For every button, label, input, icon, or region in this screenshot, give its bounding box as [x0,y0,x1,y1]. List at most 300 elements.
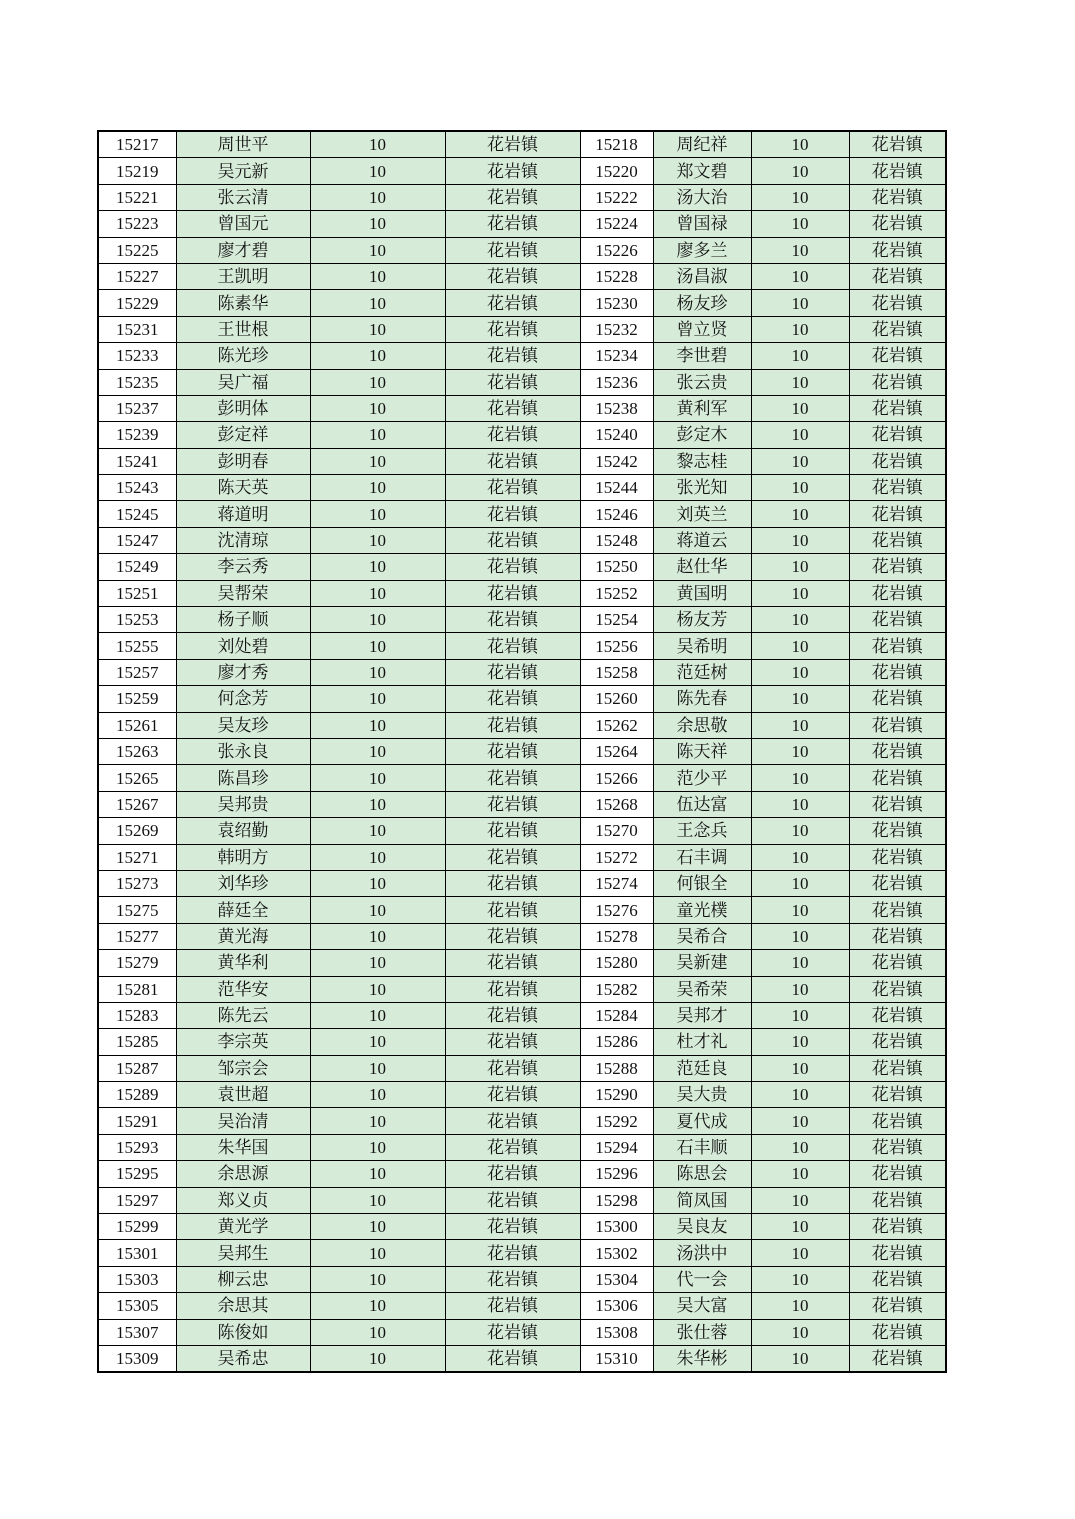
cell-town: 花岩镇 [445,237,580,263]
cell-town: 花岩镇 [445,844,580,870]
cell-id: 15282 [580,976,653,1002]
cell-amount: 10 [310,395,445,421]
table-row [98,316,946,342]
cell-town: 花岩镇 [445,184,580,210]
cell-name: 吴帮荣 [176,580,310,606]
cell-name: 陈光珍 [176,343,310,369]
cell-name: 石丰调 [653,844,751,870]
cell-id: 15251 [98,580,176,606]
cell-name: 吴友珍 [176,712,310,738]
cell-name: 吴大富 [653,1293,751,1319]
cell-name: 李宗英 [176,1029,310,1055]
cell-name: 周世平 [176,131,310,158]
table-row [98,501,946,527]
cell-id: 15302 [580,1240,653,1266]
table-row [98,712,946,738]
cell-amount: 10 [310,844,445,870]
cell-name: 夏代成 [653,1108,751,1134]
cell-name: 范华安 [176,976,310,1002]
cell-town: 花岩镇 [445,791,580,817]
cell-town: 花岩镇 [445,765,580,791]
cell-id: 15220 [580,158,653,184]
cell-id: 15222 [580,184,653,210]
cell-id: 15301 [98,1240,176,1266]
cell-amount: 10 [751,659,849,685]
cell-id: 15231 [98,316,176,342]
cell-name: 吴希荣 [653,976,751,1002]
table-row [98,1293,946,1319]
cell-name: 王凯明 [176,263,310,289]
cell-town: 花岩镇 [849,1187,946,1213]
cell-town: 花岩镇 [849,1266,946,1292]
cell-town: 花岩镇 [849,870,946,896]
cell-amount: 10 [751,844,849,870]
cell-amount: 10 [310,818,445,844]
cell-name: 彭明体 [176,395,310,421]
table-row [98,897,946,923]
cell-amount: 10 [310,765,445,791]
cell-amount: 10 [751,633,849,659]
cell-amount: 10 [310,1319,445,1345]
cell-id: 15228 [580,263,653,289]
cell-name: 陈昌珍 [176,765,310,791]
cell-amount: 10 [310,343,445,369]
cell-town: 花岩镇 [849,475,946,501]
cell-name: 薛廷全 [176,897,310,923]
cell-amount: 10 [751,897,849,923]
cell-amount: 10 [751,712,849,738]
cell-amount: 10 [751,211,849,237]
cell-id: 15284 [580,1002,653,1028]
cell-id: 15279 [98,950,176,976]
cell-town: 花岩镇 [445,1214,580,1240]
cell-name: 曾国禄 [653,211,751,237]
cell-town: 花岩镇 [445,369,580,395]
cell-town: 花岩镇 [849,1293,946,1319]
cell-amount: 10 [310,369,445,395]
cell-name: 石丰顺 [653,1134,751,1160]
cell-town: 花岩镇 [849,923,946,949]
cell-id: 15240 [580,422,653,448]
cell-name: 朱华彬 [653,1345,751,1372]
cell-name: 范少平 [653,765,751,791]
cell-amount: 10 [310,1134,445,1160]
cell-name: 吴良友 [653,1214,751,1240]
cell-amount: 10 [310,712,445,738]
cell-id: 15260 [580,686,653,712]
cell-amount: 10 [751,686,849,712]
cell-amount: 10 [310,580,445,606]
cell-name: 黄华利 [176,950,310,976]
cell-name: 吴元新 [176,158,310,184]
table-row [98,1319,946,1345]
cell-amount: 10 [751,184,849,210]
cell-id: 15290 [580,1082,653,1108]
cell-name: 黄国明 [653,580,751,606]
cell-name: 陈俊如 [176,1319,310,1345]
cell-amount: 10 [310,501,445,527]
cell-id: 15263 [98,738,176,764]
cell-town: 花岩镇 [849,844,946,870]
table-row [98,659,946,685]
cell-town: 花岩镇 [849,158,946,184]
cell-town: 花岩镇 [445,1293,580,1319]
table-row [98,765,946,791]
cell-id: 15246 [580,501,653,527]
cell-id: 15242 [580,448,653,474]
cell-amount: 10 [310,976,445,1002]
cell-amount: 10 [310,316,445,342]
cell-name: 杜才礼 [653,1029,751,1055]
cell-id: 15297 [98,1187,176,1213]
cell-id: 15218 [580,131,653,158]
cell-name: 吴邦贵 [176,791,310,817]
cell-amount: 10 [751,1319,849,1345]
cell-amount: 10 [751,818,849,844]
cell-id: 15236 [580,369,653,395]
cell-id: 15286 [580,1029,653,1055]
cell-id: 15292 [580,1108,653,1134]
cell-id: 15239 [98,422,176,448]
cell-amount: 10 [310,1161,445,1187]
cell-amount: 10 [310,950,445,976]
cell-id: 15244 [580,475,653,501]
cell-town: 花岩镇 [849,976,946,1002]
cell-amount: 10 [310,738,445,764]
cell-name: 陈先云 [176,1002,310,1028]
cell-town: 花岩镇 [849,580,946,606]
cell-amount: 10 [751,1108,849,1134]
cell-amount: 10 [751,369,849,395]
cell-id: 15245 [98,501,176,527]
cell-town: 花岩镇 [445,554,580,580]
cell-town: 花岩镇 [849,1082,946,1108]
cell-name: 廖多兰 [653,237,751,263]
cell-town: 花岩镇 [445,527,580,553]
cell-amount: 10 [751,1266,849,1292]
cell-amount: 10 [310,263,445,289]
cell-amount: 10 [310,659,445,685]
table-row [98,184,946,210]
cell-name: 何银全 [653,870,751,896]
cell-amount: 10 [751,1161,849,1187]
cell-id: 15227 [98,263,176,289]
cell-id: 15303 [98,1266,176,1292]
cell-name: 简凤国 [653,1187,751,1213]
cell-town: 花岩镇 [849,791,946,817]
cell-id: 15277 [98,923,176,949]
cell-amount: 10 [751,554,849,580]
cell-amount: 10 [751,1082,849,1108]
cell-name: 陈素华 [176,290,310,316]
cell-town: 花岩镇 [849,554,946,580]
cell-name: 张永良 [176,738,310,764]
cell-town: 花岩镇 [445,316,580,342]
cell-id: 15224 [580,211,653,237]
cell-id: 15272 [580,844,653,870]
cell-amount: 10 [751,448,849,474]
cell-amount: 10 [310,554,445,580]
cell-name: 赵仕华 [653,554,751,580]
cell-town: 花岩镇 [849,607,946,633]
cell-name: 韩明方 [176,844,310,870]
cell-name: 吴邦才 [653,1002,751,1028]
cell-town: 花岩镇 [849,1214,946,1240]
cell-name: 柳云忠 [176,1266,310,1292]
table-row [98,1055,946,1081]
cell-town: 花岩镇 [849,659,946,685]
cell-amount: 10 [751,1345,849,1372]
cell-town: 花岩镇 [445,1266,580,1292]
table-row [98,422,946,448]
cell-town: 花岩镇 [849,897,946,923]
cell-id: 15289 [98,1082,176,1108]
cell-name: 陈思会 [653,1161,751,1187]
table-row [98,686,946,712]
cell-id: 15255 [98,633,176,659]
cell-town: 花岩镇 [849,1002,946,1028]
table-row [98,263,946,289]
cell-name: 吴希明 [653,633,751,659]
cell-amount: 10 [751,1002,849,1028]
table-row [98,1002,946,1028]
table-row [98,448,946,474]
table-row [98,870,946,896]
cell-town: 花岩镇 [445,290,580,316]
cell-name: 余思敬 [653,712,751,738]
cell-amount: 10 [751,263,849,289]
cell-id: 15273 [98,870,176,896]
cell-name: 彭明春 [176,448,310,474]
cell-town: 花岩镇 [445,897,580,923]
cell-town: 花岩镇 [849,343,946,369]
cell-name: 李云秀 [176,554,310,580]
cell-id: 15308 [580,1319,653,1345]
cell-town: 花岩镇 [445,448,580,474]
table-row [98,158,946,184]
roster-table [97,130,947,1373]
cell-id: 15310 [580,1345,653,1372]
cell-id: 15261 [98,712,176,738]
cell-amount: 10 [310,1108,445,1134]
cell-amount: 10 [751,1240,849,1266]
cell-town: 花岩镇 [849,527,946,553]
cell-amount: 10 [310,1002,445,1028]
table-row [98,527,946,553]
cell-town: 花岩镇 [849,1108,946,1134]
cell-amount: 10 [310,448,445,474]
table-row [98,1345,946,1372]
table-row [98,818,946,844]
cell-name: 蒋道云 [653,527,751,553]
cell-id: 15248 [580,527,653,553]
cell-name: 杨子顺 [176,607,310,633]
table-row [98,738,946,764]
cell-town: 花岩镇 [849,765,946,791]
cell-name: 余思其 [176,1293,310,1319]
cell-town: 花岩镇 [849,633,946,659]
table-row [98,1240,946,1266]
cell-town: 花岩镇 [445,1345,580,1372]
cell-town: 花岩镇 [445,712,580,738]
cell-town: 花岩镇 [445,1055,580,1081]
table-row [98,211,946,237]
cell-name: 郑文碧 [653,158,751,184]
table-row [98,791,946,817]
cell-town: 花岩镇 [849,422,946,448]
cell-town: 花岩镇 [849,712,946,738]
cell-amount: 10 [310,1240,445,1266]
cell-name: 杨友芳 [653,607,751,633]
cell-amount: 10 [751,422,849,448]
cell-id: 15254 [580,607,653,633]
cell-name: 李世碧 [653,343,751,369]
cell-name: 廖才碧 [176,237,310,263]
cell-id: 15259 [98,686,176,712]
cell-name: 范廷良 [653,1055,751,1081]
cell-id: 15219 [98,158,176,184]
table-row [98,237,946,263]
cell-id: 15257 [98,659,176,685]
cell-name: 吴邦生 [176,1240,310,1266]
cell-amount: 10 [310,290,445,316]
table-row [98,1214,946,1240]
cell-id: 15283 [98,1002,176,1028]
cell-id: 15276 [580,897,653,923]
table-row [98,395,946,421]
cell-id: 15264 [580,738,653,764]
cell-town: 花岩镇 [445,1134,580,1160]
cell-amount: 10 [751,1214,849,1240]
cell-town: 花岩镇 [849,1029,946,1055]
cell-town: 花岩镇 [849,131,946,158]
cell-amount: 10 [310,158,445,184]
cell-town: 花岩镇 [445,580,580,606]
cell-name: 刘处碧 [176,633,310,659]
cell-town: 花岩镇 [849,1240,946,1266]
cell-id: 15226 [580,237,653,263]
cell-id: 15269 [98,818,176,844]
cell-amount: 10 [310,607,445,633]
cell-name: 蒋道明 [176,501,310,527]
cell-amount: 10 [751,1134,849,1160]
cell-town: 花岩镇 [445,211,580,237]
cell-town: 花岩镇 [849,1345,946,1372]
cell-name: 代一会 [653,1266,751,1292]
cell-amount: 10 [310,184,445,210]
cell-town: 花岩镇 [849,950,946,976]
cell-amount: 10 [310,1029,445,1055]
cell-name: 周纪祥 [653,131,751,158]
cell-town: 花岩镇 [445,501,580,527]
cell-id: 15230 [580,290,653,316]
cell-id: 15309 [98,1345,176,1372]
cell-amount: 10 [310,633,445,659]
cell-name: 黄光海 [176,923,310,949]
cell-amount: 10 [751,738,849,764]
cell-town: 花岩镇 [445,950,580,976]
cell-name: 吴希合 [653,923,751,949]
cell-id: 15249 [98,554,176,580]
cell-town: 花岩镇 [445,1002,580,1028]
cell-id: 15252 [580,580,653,606]
cell-town: 花岩镇 [849,263,946,289]
table-row [98,1161,946,1187]
cell-town: 花岩镇 [445,1319,580,1345]
cell-name: 童光樸 [653,897,751,923]
cell-amount: 10 [751,870,849,896]
cell-town: 花岩镇 [849,818,946,844]
cell-name: 陈天祥 [653,738,751,764]
cell-name: 张云清 [176,184,310,210]
cell-name: 刘英兰 [653,501,751,527]
cell-name: 余思源 [176,1161,310,1187]
cell-name: 吴广福 [176,369,310,395]
cell-name: 吴大贵 [653,1082,751,1108]
table-row [98,950,946,976]
cell-name: 王世根 [176,316,310,342]
cell-amount: 10 [751,1293,849,1319]
cell-amount: 10 [751,791,849,817]
cell-name: 彭定木 [653,422,751,448]
cell-town: 花岩镇 [849,316,946,342]
cell-id: 15241 [98,448,176,474]
cell-town: 花岩镇 [849,686,946,712]
cell-town: 花岩镇 [445,475,580,501]
cell-id: 15256 [580,633,653,659]
cell-name: 张仕蓉 [653,1319,751,1345]
table-row [98,1187,946,1213]
cell-id: 15217 [98,131,176,158]
cell-name: 陈天英 [176,475,310,501]
cell-town: 花岩镇 [445,343,580,369]
cell-id: 15280 [580,950,653,976]
cell-town: 花岩镇 [849,184,946,210]
cell-id: 15294 [580,1134,653,1160]
cell-town: 花岩镇 [849,1134,946,1160]
cell-id: 15233 [98,343,176,369]
cell-town: 花岩镇 [849,1055,946,1081]
cell-id: 15234 [580,343,653,369]
cell-id: 15304 [580,1266,653,1292]
table-row [98,131,946,158]
cell-id: 15271 [98,844,176,870]
cell-amount: 10 [310,1293,445,1319]
cell-id: 15229 [98,290,176,316]
cell-amount: 10 [310,211,445,237]
cell-amount: 10 [751,1055,849,1081]
cell-town: 花岩镇 [849,395,946,421]
cell-id: 15287 [98,1055,176,1081]
cell-name: 黎志桂 [653,448,751,474]
cell-amount: 10 [751,395,849,421]
cell-id: 15258 [580,659,653,685]
cell-town: 花岩镇 [445,422,580,448]
cell-amount: 10 [310,686,445,712]
cell-town: 花岩镇 [445,1240,580,1266]
cell-name: 朱华国 [176,1134,310,1160]
table-row [98,1082,946,1108]
cell-amount: 10 [751,607,849,633]
cell-town: 花岩镇 [849,369,946,395]
cell-town: 花岩镇 [445,131,580,158]
cell-amount: 10 [751,923,849,949]
cell-town: 花岩镇 [445,738,580,764]
cell-id: 15298 [580,1187,653,1213]
cell-id: 15253 [98,607,176,633]
cell-name: 张云贵 [653,369,751,395]
cell-name: 曾国元 [176,211,310,237]
